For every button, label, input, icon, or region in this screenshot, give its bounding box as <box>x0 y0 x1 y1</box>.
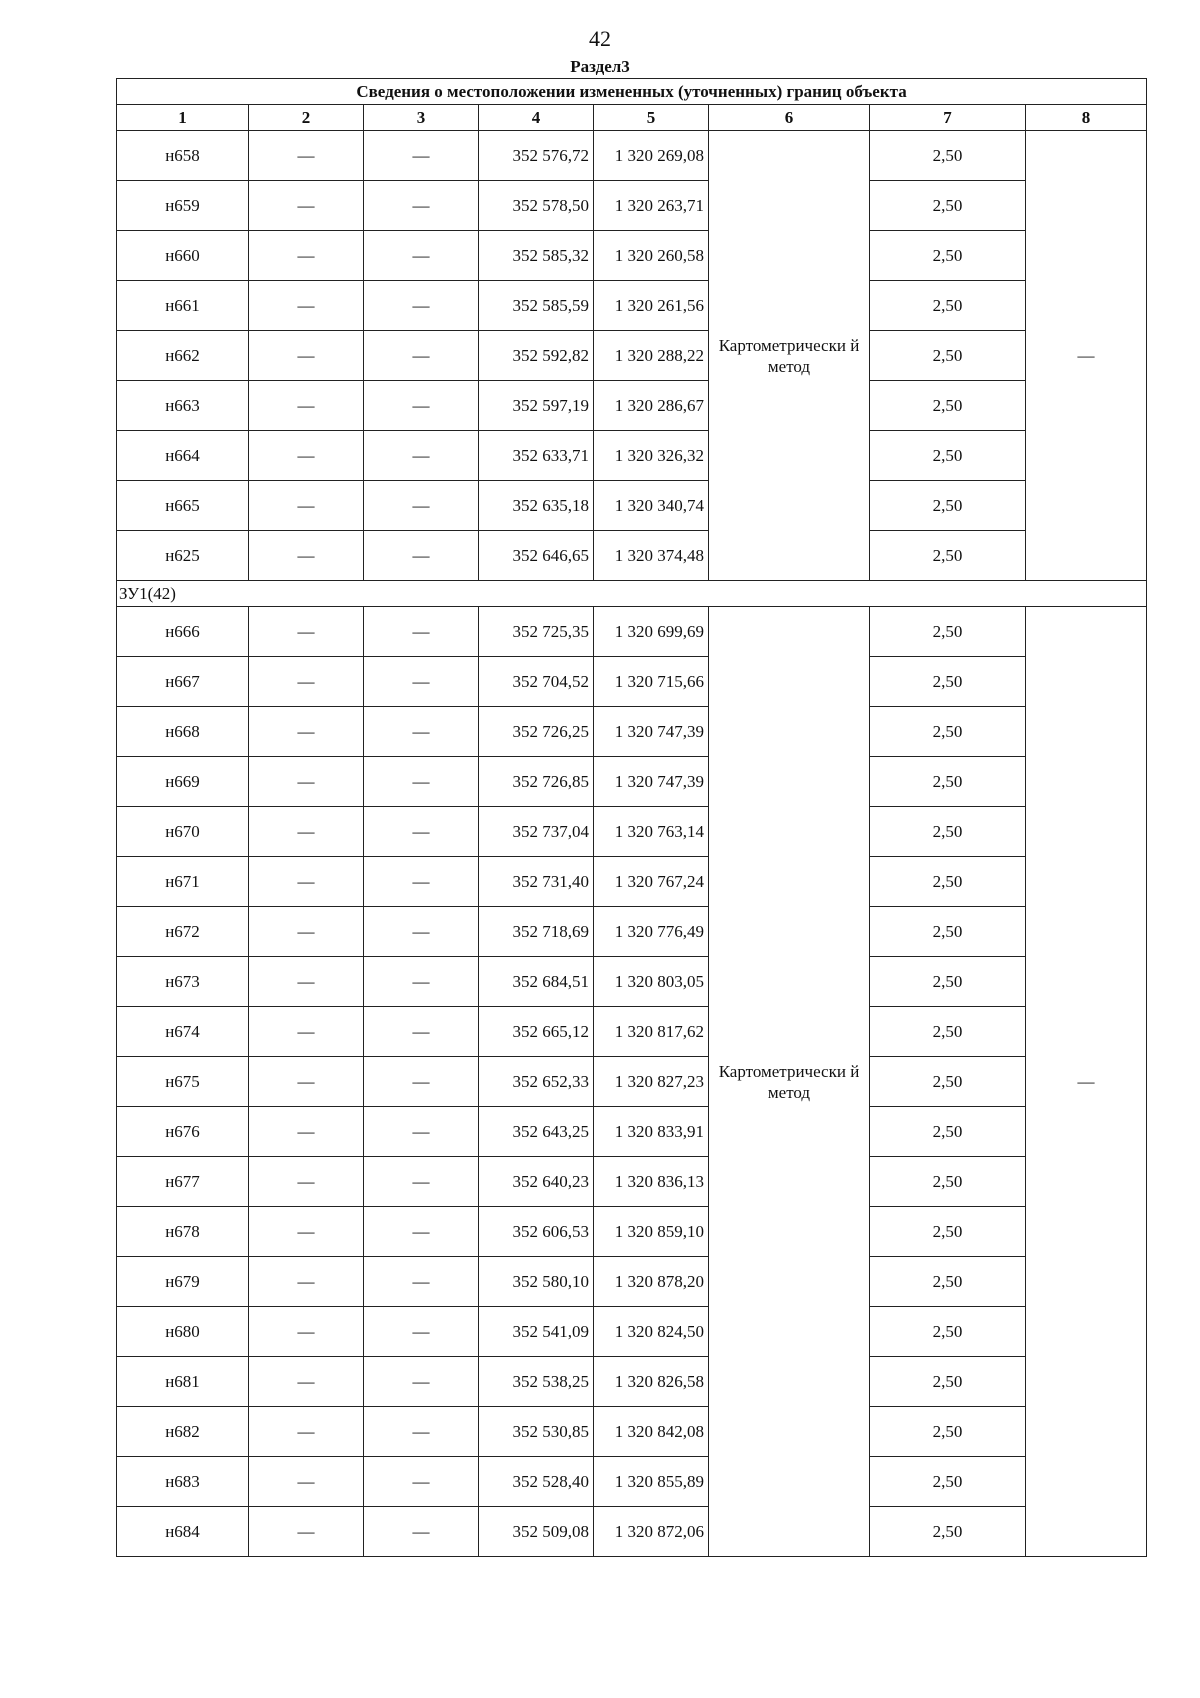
coordinate-x-cell: 352 633,71 <box>479 431 594 481</box>
coordinate-x-cell: 352 578,50 <box>479 181 594 231</box>
coordinate-x-cell: 352 718,69 <box>479 907 594 957</box>
coordinate-x-cell: 352 725,35 <box>479 607 594 657</box>
point-id-cell: н662 <box>117 331 249 381</box>
coordinate-y-cell: 1 320 340,74 <box>594 481 709 531</box>
group-label: ЗУ1(42) <box>117 581 1147 607</box>
accuracy-cell: 2,50 <box>870 707 1026 757</box>
table-row <box>117 1357 1147 1407</box>
point-id-cell: н674 <box>117 1007 249 1057</box>
column-2-cell: — <box>249 707 364 757</box>
point-id-cell: н678 <box>117 1207 249 1257</box>
point-id-cell: н666 <box>117 607 249 657</box>
accuracy-cell: 2,50 <box>870 181 1026 231</box>
table-row <box>117 607 1147 657</box>
point-id-cell: н669 <box>117 757 249 807</box>
coordinate-y-cell: 1 320 269,08 <box>594 131 709 181</box>
coordinate-x-cell: 352 726,25 <box>479 707 594 757</box>
table-caption: Сведения о местоположении измененных (уточненных) границ объекта <box>117 79 1147 105</box>
column-2-cell: — <box>249 1107 364 1157</box>
method-cell: Картометрически й метод <box>709 607 870 1557</box>
column-3-cell: — <box>364 1107 479 1157</box>
table-row <box>117 331 1147 381</box>
coordinate-x-cell: 352 597,19 <box>479 381 594 431</box>
accuracy-cell: 2,50 <box>870 1357 1026 1407</box>
coordinate-x-cell: 352 635,18 <box>479 481 594 531</box>
coordinate-y-cell: 1 320 260,58 <box>594 231 709 281</box>
point-id-cell: н684 <box>117 1507 249 1557</box>
column-header: 5 <box>594 105 709 131</box>
point-id-cell: н671 <box>117 857 249 907</box>
table-row <box>117 1107 1147 1157</box>
column-2-cell: — <box>249 1357 364 1407</box>
coordinate-x-cell: 352 643,25 <box>479 1107 594 1157</box>
accuracy-cell: 2,50 <box>870 1057 1026 1107</box>
table-row <box>117 181 1147 231</box>
column-3-cell: — <box>364 1407 479 1457</box>
accuracy-cell: 2,50 <box>870 807 1026 857</box>
column-8-cell: — <box>1026 607 1147 1557</box>
point-id-cell: н682 <box>117 1407 249 1457</box>
coordinate-y-cell: 1 320 767,24 <box>594 857 709 907</box>
coordinate-x-cell: 352 646,65 <box>479 531 594 581</box>
coordinate-x-cell: 352 576,72 <box>479 131 594 181</box>
column-3-cell: — <box>364 281 479 331</box>
column-3-cell: — <box>364 607 479 657</box>
coordinate-x-cell: 352 528,40 <box>479 1457 594 1507</box>
coordinate-y-cell: 1 320 747,39 <box>594 707 709 757</box>
accuracy-cell: 2,50 <box>870 231 1026 281</box>
coordinate-x-cell: 352 652,33 <box>479 1057 594 1107</box>
column-2-cell: — <box>249 1257 364 1307</box>
table-row <box>117 907 1147 957</box>
column-2-cell: — <box>249 907 364 957</box>
column-3-cell: — <box>364 757 479 807</box>
accuracy-cell: 2,50 <box>870 1307 1026 1357</box>
column-header: 1 <box>117 105 249 131</box>
table-row <box>117 381 1147 431</box>
point-id-cell: н681 <box>117 1357 249 1407</box>
coordinate-x-cell: 352 731,40 <box>479 857 594 907</box>
column-2-cell: — <box>249 857 364 907</box>
table-row <box>117 481 1147 531</box>
column-2-cell: — <box>249 757 364 807</box>
coordinate-y-cell: 1 320 827,23 <box>594 1057 709 1107</box>
column-2-cell: — <box>249 1157 364 1207</box>
coordinate-x-cell: 352 684,51 <box>479 957 594 1007</box>
coordinate-y-cell: 1 320 261,56 <box>594 281 709 331</box>
column-2-cell: — <box>249 1507 364 1557</box>
accuracy-cell: 2,50 <box>870 431 1026 481</box>
point-id-cell: н667 <box>117 657 249 707</box>
column-3-cell: — <box>364 1257 479 1307</box>
accuracy-cell: 2,50 <box>870 1457 1026 1507</box>
coordinate-y-cell: 1 320 833,91 <box>594 1107 709 1157</box>
method-cell: Картометрически й метод <box>709 131 870 581</box>
coordinate-x-cell: 352 640,23 <box>479 1157 594 1207</box>
table-row <box>117 431 1147 481</box>
point-id-cell: н625 <box>117 531 249 581</box>
column-2-cell: — <box>249 1057 364 1107</box>
table-row <box>117 1057 1147 1107</box>
point-id-cell: н673 <box>117 957 249 1007</box>
column-header: 2 <box>249 105 364 131</box>
accuracy-cell: 2,50 <box>870 1007 1026 1057</box>
column-8-cell: — <box>1026 131 1147 581</box>
point-id-cell: н659 <box>117 181 249 231</box>
table-row <box>117 531 1147 581</box>
coordinate-x-cell: 352 509,08 <box>479 1507 594 1557</box>
coordinate-y-cell: 1 320 715,66 <box>594 657 709 707</box>
column-2-cell: — <box>249 331 364 381</box>
column-3-cell: — <box>364 1357 479 1407</box>
coordinate-y-cell: 1 320 859,10 <box>594 1207 709 1257</box>
column-3-cell: — <box>364 231 479 281</box>
table-row <box>117 131 1147 181</box>
column-3-cell: — <box>364 181 479 231</box>
table-row <box>117 807 1147 857</box>
column-3-cell: — <box>364 957 479 1007</box>
column-2-cell: — <box>249 381 364 431</box>
point-id-cell: н660 <box>117 231 249 281</box>
column-3-cell: — <box>364 707 479 757</box>
table-row <box>117 1307 1147 1357</box>
accuracy-cell: 2,50 <box>870 381 1026 431</box>
coordinate-x-cell: 352 665,12 <box>479 1007 594 1057</box>
coordinate-y-cell: 1 320 776,49 <box>594 907 709 957</box>
column-2-cell: — <box>249 957 364 1007</box>
coordinate-y-cell: 1 320 872,06 <box>594 1507 709 1557</box>
point-id-cell: н668 <box>117 707 249 757</box>
coordinate-x-cell: 352 585,59 <box>479 281 594 331</box>
point-id-cell: н679 <box>117 1257 249 1307</box>
accuracy-cell: 2,50 <box>870 657 1026 707</box>
accuracy-cell: 2,50 <box>870 1157 1026 1207</box>
accuracy-cell: 2,50 <box>870 481 1026 531</box>
table-row <box>117 657 1147 707</box>
column-2-cell: — <box>249 231 364 281</box>
table-row <box>117 857 1147 907</box>
accuracy-cell: 2,50 <box>870 1207 1026 1257</box>
column-2-cell: — <box>249 607 364 657</box>
accuracy-cell: 2,50 <box>870 857 1026 907</box>
coordinate-x-cell: 352 592,82 <box>479 331 594 381</box>
coordinate-x-cell: 352 538,25 <box>479 1357 594 1407</box>
coordinate-x-cell: 352 530,85 <box>479 1407 594 1457</box>
accuracy-cell: 2,50 <box>870 607 1026 657</box>
table-row <box>117 1157 1147 1207</box>
coordinate-y-cell: 1 320 763,14 <box>594 807 709 857</box>
coordinate-y-cell: 1 320 326,32 <box>594 431 709 481</box>
accuracy-cell: 2,50 <box>870 331 1026 381</box>
coordinate-x-cell: 352 704,52 <box>479 657 594 707</box>
table-row <box>117 231 1147 281</box>
column-header: 3 <box>364 105 479 131</box>
column-2-cell: — <box>249 1457 364 1507</box>
point-id-cell: н661 <box>117 281 249 331</box>
accuracy-cell: 2,50 <box>870 1407 1026 1457</box>
coordinate-y-cell: 1 320 699,69 <box>594 607 709 657</box>
column-2-cell: — <box>249 657 364 707</box>
column-3-cell: — <box>364 657 479 707</box>
coordinate-x-cell: 352 585,32 <box>479 231 594 281</box>
group-label-row <box>117 581 1147 607</box>
column-2-cell: — <box>249 281 364 331</box>
accuracy-cell: 2,50 <box>870 1107 1026 1157</box>
column-header: 6 <box>709 105 870 131</box>
column-3-cell: — <box>364 381 479 431</box>
column-2-cell: — <box>249 1307 364 1357</box>
table-row <box>117 707 1147 757</box>
coordinate-y-cell: 1 320 803,05 <box>594 957 709 1007</box>
point-id-cell: н670 <box>117 807 249 857</box>
column-3-cell: — <box>364 531 479 581</box>
column-3-cell: — <box>364 907 479 957</box>
column-3-cell: — <box>364 1507 479 1557</box>
point-id-cell: н664 <box>117 431 249 481</box>
accuracy-cell: 2,50 <box>870 1507 1026 1557</box>
accuracy-cell: 2,50 <box>870 757 1026 807</box>
column-3-cell: — <box>364 1207 479 1257</box>
point-id-cell: н663 <box>117 381 249 431</box>
column-header: 8 <box>1026 105 1147 131</box>
column-3-cell: — <box>364 431 479 481</box>
point-id-cell: н665 <box>117 481 249 531</box>
column-2-cell: — <box>249 1007 364 1057</box>
column-2-cell: — <box>249 1407 364 1457</box>
coordinate-y-cell: 1 320 836,13 <box>594 1157 709 1207</box>
column-2-cell: — <box>249 807 364 857</box>
column-2-cell: — <box>249 481 364 531</box>
coordinate-x-cell: 352 541,09 <box>479 1307 594 1357</box>
column-header: 4 <box>479 105 594 131</box>
accuracy-cell: 2,50 <box>870 281 1026 331</box>
coordinate-y-cell: 1 320 855,89 <box>594 1457 709 1507</box>
point-id-cell: н658 <box>117 131 249 181</box>
coordinate-y-cell: 1 320 263,71 <box>594 181 709 231</box>
column-2-cell: — <box>249 531 364 581</box>
accuracy-cell: 2,50 <box>870 957 1026 1007</box>
column-header: 7 <box>870 105 1026 131</box>
coordinate-y-cell: 1 320 374,48 <box>594 531 709 581</box>
column-2-cell: — <box>249 131 364 181</box>
column-2-cell: — <box>249 431 364 481</box>
column-3-cell: — <box>364 481 479 531</box>
table-row <box>117 1407 1147 1457</box>
section-title: Раздел3 <box>570 57 630 76</box>
column-3-cell: — <box>364 331 479 381</box>
table-row <box>117 1457 1147 1507</box>
table-caption-row <box>117 79 1147 105</box>
column-3-cell: — <box>364 1057 479 1107</box>
column-3-cell: — <box>364 1457 479 1507</box>
column-2-cell: — <box>249 1207 364 1257</box>
table-row <box>117 1207 1147 1257</box>
table-header-row <box>117 105 1147 131</box>
column-3-cell: — <box>364 857 479 907</box>
coordinate-y-cell: 1 320 288,22 <box>594 331 709 381</box>
column-2-cell: — <box>249 181 364 231</box>
point-id-cell: н676 <box>117 1107 249 1157</box>
table-body <box>117 79 1147 1557</box>
coordinate-x-cell: 352 726,85 <box>479 757 594 807</box>
point-id-cell: н683 <box>117 1457 249 1507</box>
table-row <box>117 1257 1147 1307</box>
coordinate-y-cell: 1 320 824,50 <box>594 1307 709 1357</box>
column-3-cell: — <box>364 1007 479 1057</box>
point-id-cell: н675 <box>117 1057 249 1107</box>
table-row <box>117 281 1147 331</box>
coordinate-x-cell: 352 737,04 <box>479 807 594 857</box>
column-3-cell: — <box>364 1307 479 1357</box>
coordinate-y-cell: 1 320 842,08 <box>594 1407 709 1457</box>
coordinate-y-cell: 1 320 878,20 <box>594 1257 709 1307</box>
column-3-cell: — <box>364 131 479 181</box>
accuracy-cell: 2,50 <box>870 531 1026 581</box>
page-number: 42 <box>589 26 611 51</box>
coordinates-table <box>116 78 1147 1557</box>
coordinate-y-cell: 1 320 817,62 <box>594 1007 709 1057</box>
table-row <box>117 1007 1147 1057</box>
coordinate-y-cell: 1 320 747,39 <box>594 757 709 807</box>
table-row <box>117 1507 1147 1557</box>
coordinate-y-cell: 1 320 826,58 <box>594 1357 709 1407</box>
accuracy-cell: 2,50 <box>870 907 1026 957</box>
column-3-cell: — <box>364 807 479 857</box>
column-3-cell: — <box>364 1157 479 1207</box>
table-row <box>117 757 1147 807</box>
coordinate-x-cell: 352 606,53 <box>479 1207 594 1257</box>
point-id-cell: н680 <box>117 1307 249 1357</box>
coordinate-x-cell: 352 580,10 <box>479 1257 594 1307</box>
accuracy-cell: 2,50 <box>870 1257 1026 1307</box>
point-id-cell: н677 <box>117 1157 249 1207</box>
table-row <box>117 957 1147 1007</box>
accuracy-cell: 2,50 <box>870 131 1026 181</box>
point-id-cell: н672 <box>117 907 249 957</box>
coordinate-y-cell: 1 320 286,67 <box>594 381 709 431</box>
